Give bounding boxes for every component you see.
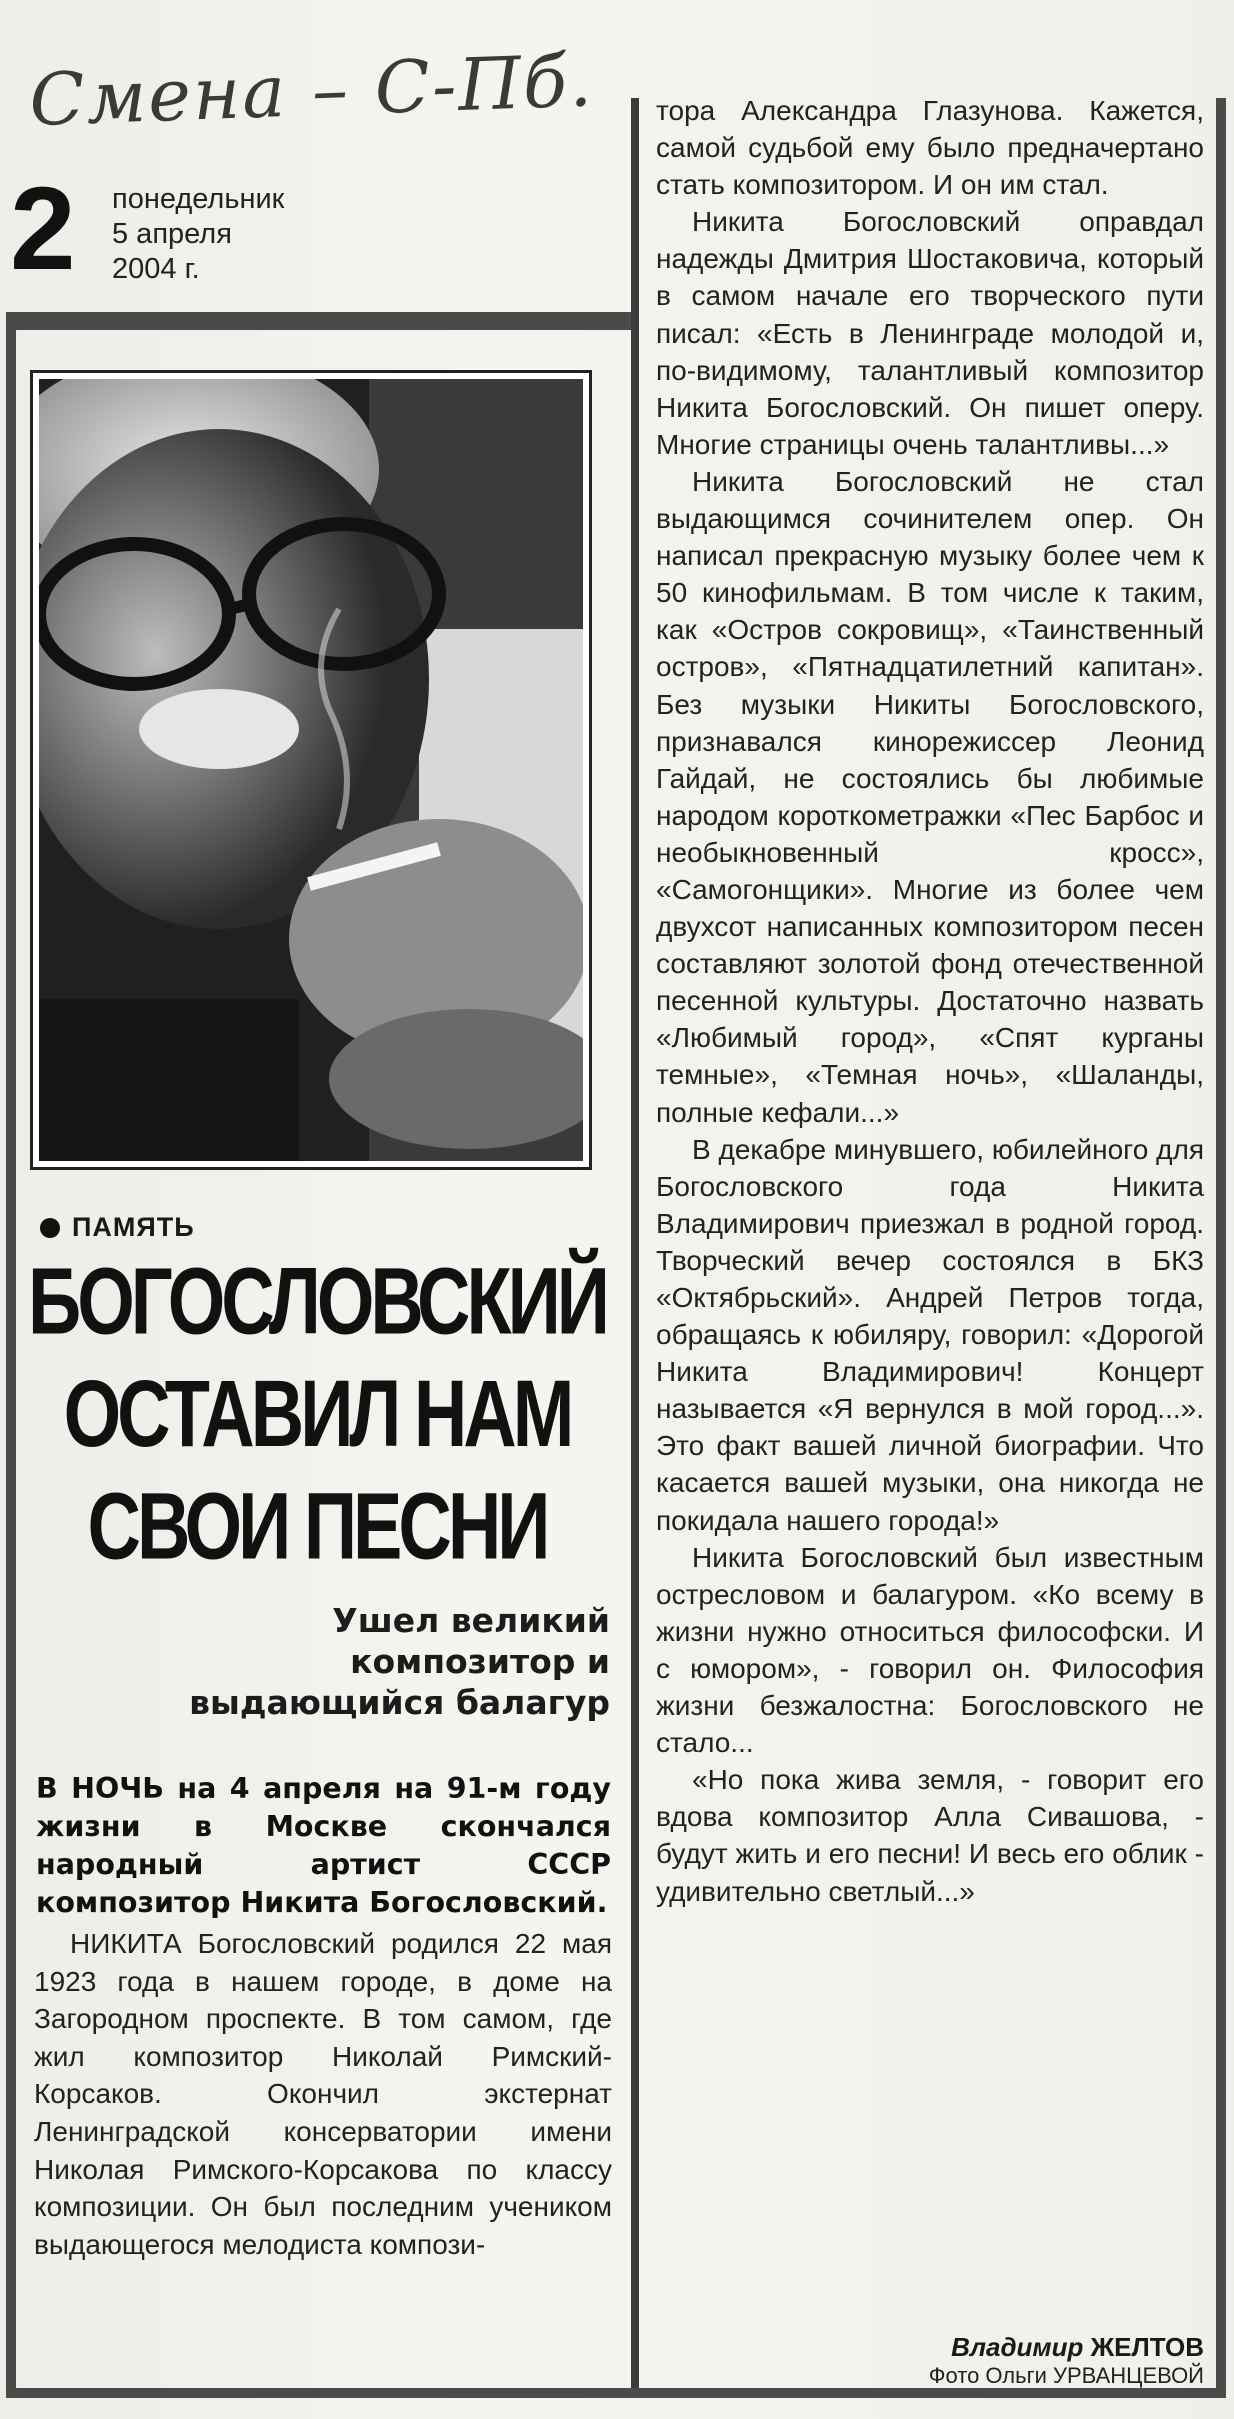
portrait-photo-frame	[30, 370, 592, 1170]
subhead-line: выдающийся балагур	[189, 1683, 610, 1722]
headline-line: ОСТАВИЛ НАМ	[63, 1360, 571, 1467]
date: 5 апреля	[112, 218, 232, 250]
photo-credit: Фото Ольги УРВАНЦЕВОЙ	[928, 2363, 1204, 2388]
paragraph-continuation: тора Александра Глазунова. Кажется, самой судьбой ему было предначертано стать композитором. И он им стал.	[656, 95, 1204, 201]
paragraph: Никита Богословский был известным остресловом и балагуром. «Ко всему в жизни нужно относиться философски. И с юмором», - говорил он. Философия жизни безжалостна: Богословского не стало...	[656, 1541, 1204, 1759]
dateline	[112, 182, 284, 287]
bottom-border	[6, 2388, 1226, 2398]
headline	[22, 1245, 612, 1583]
column-divider	[631, 98, 639, 2388]
body-column-left	[34, 1925, 612, 2263]
subhead-line: композитор и	[350, 1642, 610, 1681]
weekday: понедельник	[112, 183, 285, 215]
year: 2004 г.	[112, 253, 200, 285]
rubric-label: ПАМЯТЬ	[72, 1212, 195, 1242]
body-column-right	[656, 92, 1204, 1910]
portrait-photo	[39, 379, 583, 1161]
page-number: 2	[10, 163, 76, 295]
headline-line: СВОИ ПЕСНИ	[87, 1472, 547, 1580]
top-border	[8, 312, 631, 330]
subheadline	[40, 1600, 610, 1723]
lead-paragraph: В НОЧЬ на 4 апреля на 91-м году жизни в Москве скончался народный артист СССР композитор Никита Богословский.	[36, 1772, 611, 1919]
left-border	[6, 312, 16, 2392]
paragraph: Никита Богословский не стал выдающимся сочинителем опер. Он написал прекрасную музыку более чем к 50 кинофильмам. В том числе к таким, как «Остров сокровищ», «Таинственный остров», «Пятнадцатилетний капитан». Без музыки Никиты Богословского, признавался кинорежиссер Леонид Гайдай, не состоялись бы любимые народом короткометражки «Пес Барбос и необыкновенный кросс», «Самогонщики». Многие из более чем двухсот написанных композитором песен составляют золотой фонд отечественной песенной культуры. Достаточно назвать «Любимый город», «Спят курганы темные», «Темная ночь», «Шаланды, полные кефали...»	[656, 465, 1204, 1128]
handwritten-note: Смена – С-Пб.	[28, 38, 596, 142]
paragraph: Никита Богословский оправдал надежды Дмитрия Шостаковича, который в самом начале его творческого пути писал: «Есть в Ленинграде молодой и, по-видимому, талантливый композитор Никита Богословский. Он пишет оперу. Многие страницы очень талантливы...»	[656, 206, 1204, 460]
portrait-illustration	[39, 379, 583, 1161]
paragraph: НИКИТА Богословский родился 22 мая 1923 года в нашем городе, в доме на Загородном проспекте. В том самом, где жил композитор Николай Римский-Корсаков. Окончил экстернат Ленинградской консерватории имени Николая Римского-Корсакова по классу композиции. Он был последним учеником выдающегося мелодиста компози-	[34, 1928, 612, 2260]
paragraph: В декабре минувшего, юбилейного для Богословского года Никита Владимирович приезжал в родной город. Творческий вечер состоялся в БКЗ «Октябрьский». Андрей Петров тогда, обращаясь к юбиляру, говорил: «Дорогой Никита Владимирович! Концерт называется «Я вернулся в мой город...». Это факт вашей личной биографии. Что касается вашей музыки, она никогда не покидала нашего города!»	[656, 1133, 1204, 1536]
author-byline	[656, 2332, 1204, 2363]
rubric	[40, 1212, 195, 1243]
author-last-name: ЖЕЛТОВ	[1090, 2332, 1204, 2362]
author-first-name: Владимир	[951, 2332, 1084, 2362]
bullet-icon	[40, 1218, 60, 1238]
right-border	[1216, 98, 1226, 2398]
paragraph: «Но пока жива земля, - говорит его вдова композитор Алла Сивашова, - будут жить и его песни! И весь его облик - удивительно светлый...»	[656, 1764, 1204, 1907]
subhead-line: Ушел великий	[332, 1601, 610, 1640]
headline-line: БОГОСЛОВСКИЙ	[28, 1247, 606, 1354]
